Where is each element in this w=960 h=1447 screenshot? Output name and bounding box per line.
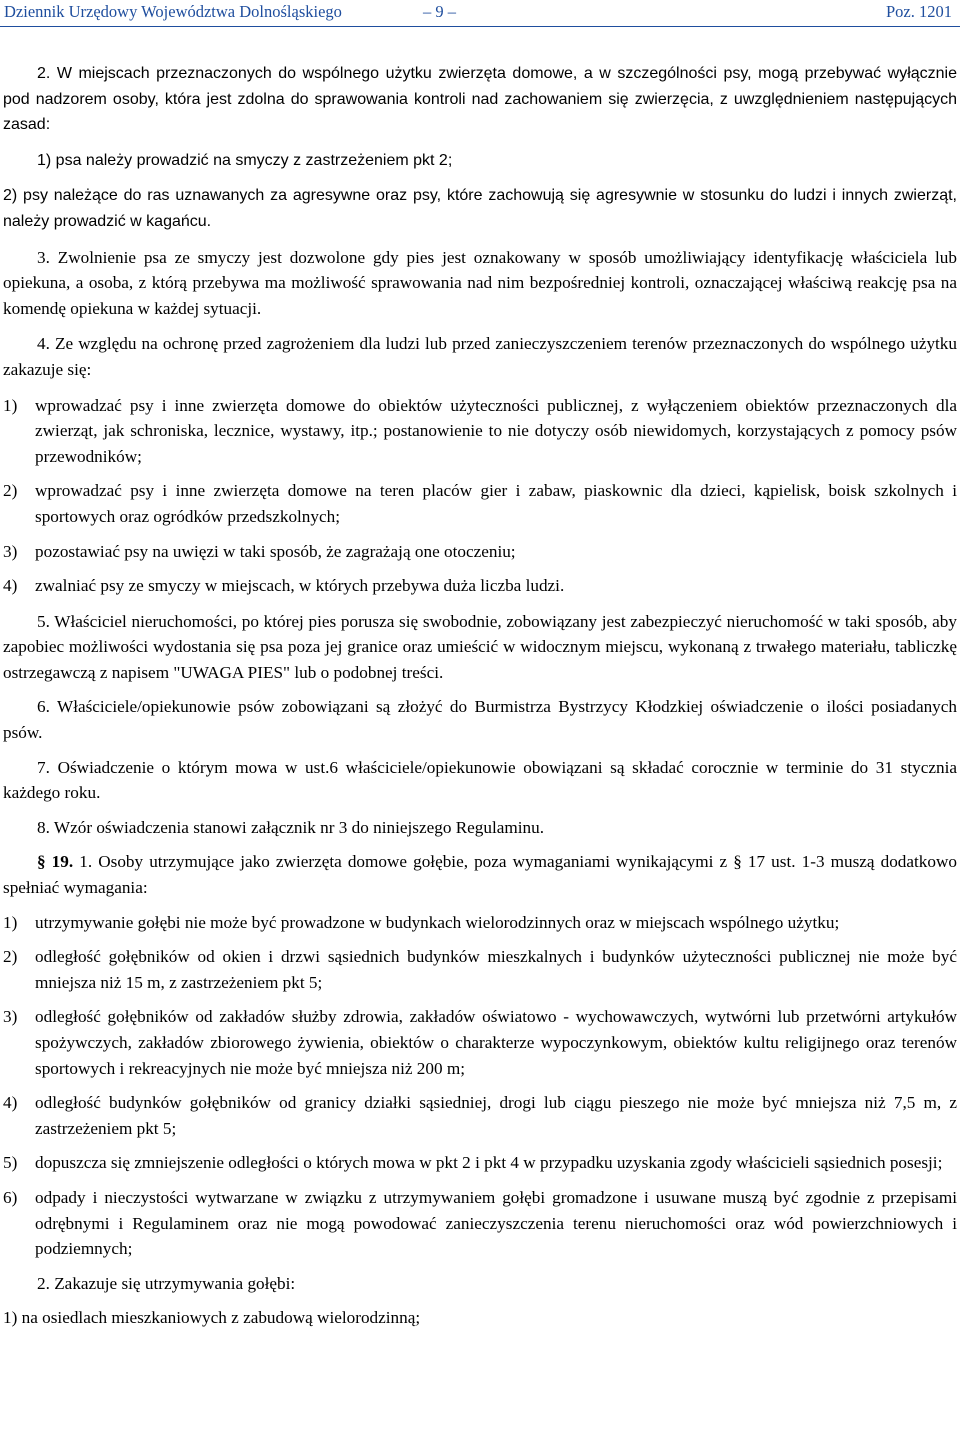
paragraph-4-item (3, 478, 957, 529)
item-number: 1) (3, 395, 18, 415)
item-text: odległość budynków gołębników od granicy działki sąsiedniej, drogi lub ciągu pieszego nie może być mniejsza niż 7,5 m, z zastrzeżeniem pkt 5; (35, 1093, 957, 1138)
section-19-item (3, 910, 957, 936)
item-text: pozostawiać psy na uwięzi w taki sposób, że zagrażają one otoczeniu; (35, 541, 516, 561)
section-19-item (3, 1150, 957, 1176)
section-19-item (3, 1185, 957, 1262)
item-number: 2) (3, 947, 18, 967)
paragraph-4-item (3, 573, 957, 599)
paragraph-8: 8. Wzór oświadczenia stanowi załącznik nr 3 do niniejszego Regulaminu. (37, 817, 545, 837)
page-header (0, 0, 960, 27)
paragraph-5: 5. Właściciel nieruchomości, po której pies porusza się swobodnie, zobowiązany jest zabezpieczyć nieruchomość w taki sposób, aby zapobiec możliwości wydostania się psa poza jej granice oraz umieścić w widocznym miejscu, wykonaną z trwałego materiału, tabliczkę ostrzegawczą z napisem "UWAGA PIES" lub o podobnej treści. (3, 611, 957, 682)
paragraph-2: 2. W miejscach przeznaczonych do wspólnego użytku zwierzęta domowe, a w szczególności psy, mogą przebywać wyłącznie pod nadzorem osoby, która jest zdolna do sprawowania kontroli nad zachowaniem się zwierzęcia, z uwzględnieniem następujących zasad: (3, 65, 957, 134)
item-number: 4) (3, 576, 18, 596)
paragraph-6: 6. Właściciele/opiekunowie psów zobowiązani są złożyć do Burmistrza Bystrzycy Kłodzkiej oświadczenie o ilości posiadanych psów. (3, 697, 957, 743)
item-text: wprowadzać psy i inne zwierzęta domowe na teren placów gier i zabaw, piaskownic dla dzieci, kąpielisk, boisk szkolnych i sportowych oraz ogródków przedszkolnych; (35, 481, 957, 526)
item-text: dopuszcza się zmniejszenie odległości o których mowa w pkt 2 i pkt 4 w przypadku uzyskania zgody właścicieli sąsiednich posesji; (35, 1153, 943, 1173)
section-19-paragraph-1 (3, 849, 957, 900)
paragraph-4-item (3, 539, 957, 565)
paragraph-3: 3. Zwolnienie psa ze smyczy jest dozwolone gdy pies jest oznakowany w sposób umożliwiający identyfikację właściciela lub opiekuna, a osoba, z którą przebywa ma możliwość sprawowania nad nim bezpośredniej kontroli, oznaczającej właściwą reakcję psa na komendę opiekuna w każdej sytuacji. (3, 247, 957, 318)
item-number: 1) (3, 912, 18, 932)
item-number: 3) (3, 1007, 18, 1027)
item-number: 2) (3, 481, 18, 501)
section-19-paragraph-2: 2. Zakazuje się utrzymywania gołębi: (37, 1273, 296, 1293)
paragraph-4: 4. Ze względu na ochronę przed zagrożeniem dla ludzi lub przed zanieczyszczeniem terenów przeznaczonych do wspólnego użytku zakazuje się: (3, 334, 957, 379)
paragraph-2-item-2: 2) psy należące do ras uznawanych za agresywne oraz psy, które zachowują się agresywnie w stosunku do ludzi i innych zwierząt, należy prowadzić w kagańcu. (3, 187, 957, 230)
item-number: 6) (3, 1187, 18, 1207)
item-number: 5) (3, 1153, 18, 1173)
document-body (3, 61, 957, 1331)
section-19-item (3, 1090, 957, 1141)
section-number: § 19. (37, 852, 74, 872)
item-text: odległość gołębników od zakładów służby zdrowia, zakładów oświatowo - wychowawczych, wytwórni lub przetwórni artykułów spożywczych, zakładów zbiorowego żywienia, obiektów o charakterze wypoczynkowym, obiektów kultu religijnego oraz terenów sportowych i rekreacyjnych nie może być mniejsza niż 200 m; (35, 1007, 957, 1078)
paragraph-2-item-1: 1) psa należy prowadzić na smyczy z zastrzeżeniem pkt 2; (37, 151, 453, 169)
position-number: Poz. 1201 (886, 2, 952, 21)
journal-title: Dziennik Urzędowy Województwa Dolnośląskiego (4, 2, 342, 21)
section-19-item (3, 944, 957, 995)
item-number: 3) (3, 541, 18, 561)
item-text: wprowadzać psy i inne zwierzęta domowe do obiektów użyteczności publicznej, z wyłączeniem obiektów przeznaczonych dla zwierząt, jak schroniska, lecznice, wystawy, itp.; postanowienie to nie dotyczy osób niewidomych, korzystających z pomocy psów przewodników; (35, 395, 957, 466)
item-text: odpady i nieczystości wytwarzane w związku z utrzymywaniem gołębi gromadzone i usuwane muszą być zgodnie z przepisami odrębnymi i Regulaminem oraz nie mogą powodować zanieczyszczenia terenu nieruchomości oraz wód powierzchniowych i podziemnych; (35, 1187, 957, 1259)
section-19-text: 1. Osoby utrzymujące jako zwierzęta domowe gołębie, poza wymaganiami wynikającymi z § 17 ust. 1-3 muszą dodatkowo spełniać wymagania: (3, 852, 958, 898)
page-number: – 9 – (423, 2, 456, 21)
item-text: odległość gołębników od okien i drzwi sąsiednich budynków mieszkalnych i budynków użyteczności publicznej nie może być mniejsza niż 15 m, z zastrzeżeniem pkt 5; (35, 947, 957, 992)
paragraph-4-item (3, 393, 957, 470)
item-text: zwalniać psy ze smyczy w miejscach, w których przebywa duża liczba ludzi. (35, 576, 565, 596)
section-19-item (3, 1004, 957, 1081)
paragraph-7: 7. Oświadczenie o którym mowa w ust.6 właściciele/opiekunowie obowiązani są składać corocznie w terminie do 31 stycznia każdego roku. (3, 757, 957, 803)
section-19-paragraph-2-item: 1) na osiedlach mieszkaniowych z zabudową wielorodzinną; (3, 1308, 421, 1328)
item-number: 4) (3, 1093, 18, 1113)
item-text: utrzymywanie gołębi nie może być prowadzone w budynkach wielorodzinnych oraz w miejscach wspólnego użytku; (35, 912, 840, 932)
